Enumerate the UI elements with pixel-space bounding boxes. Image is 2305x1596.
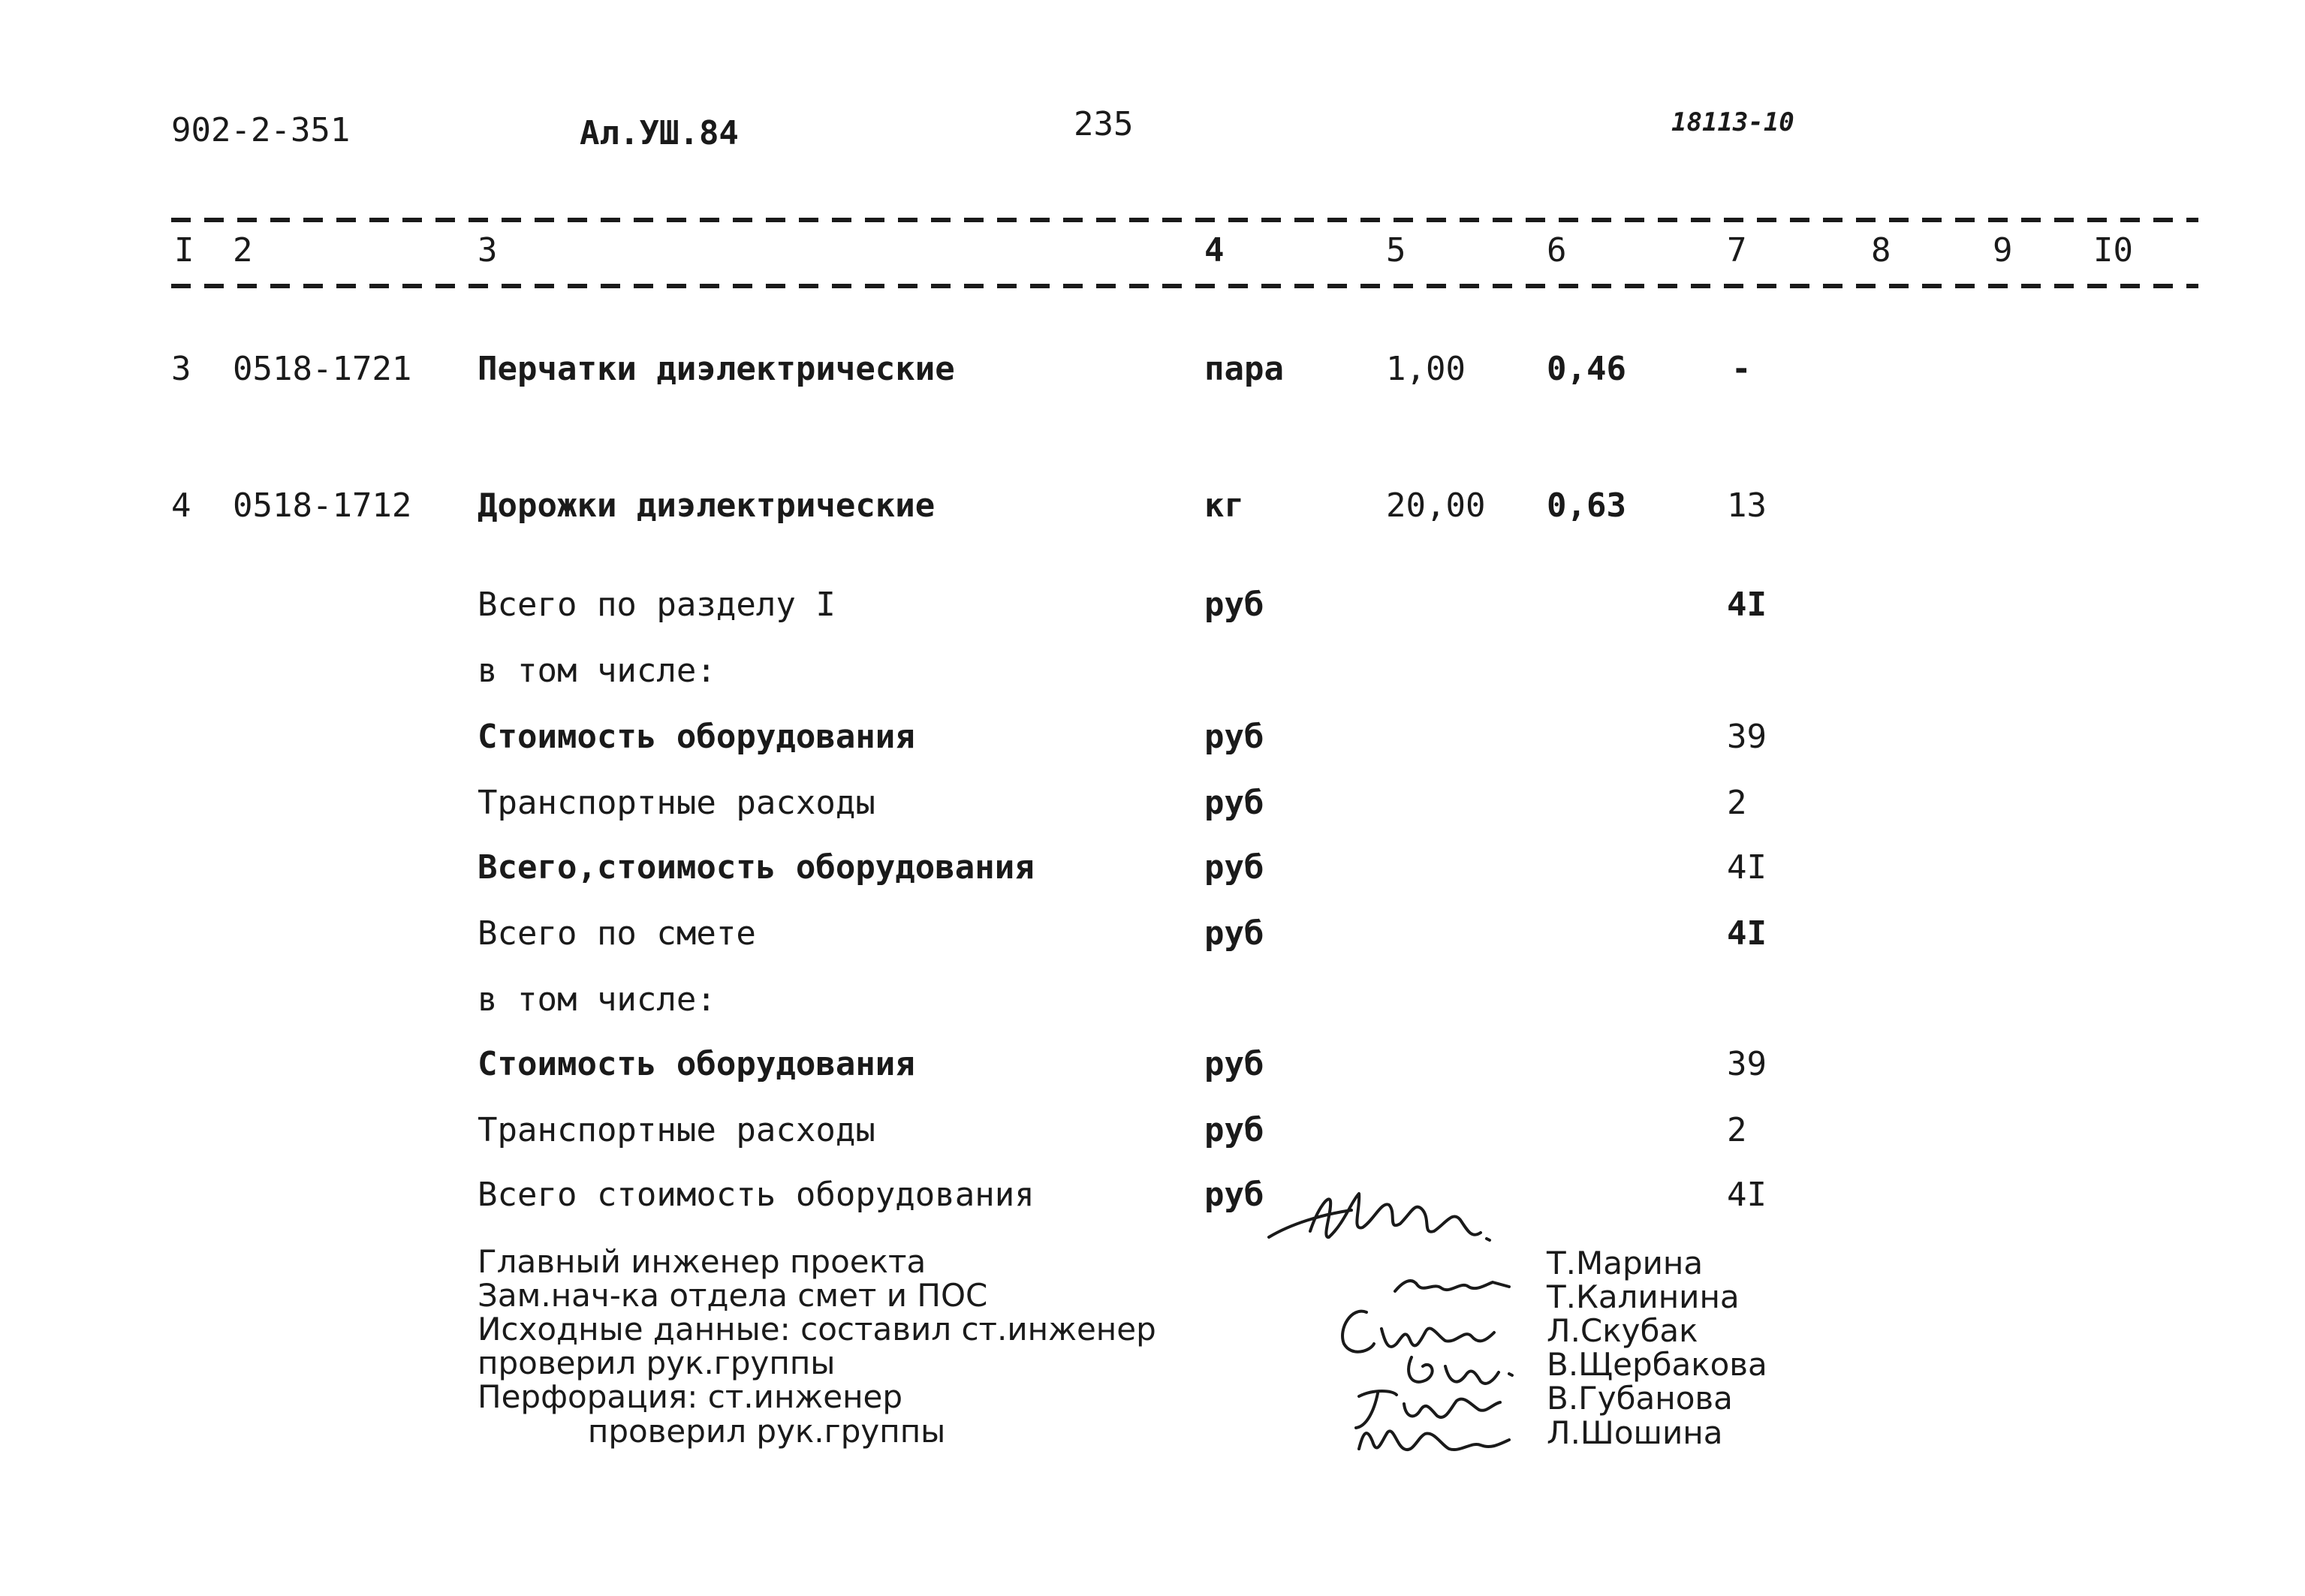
summary-unit: руб [1204,784,1264,822]
signature-name: Л.Шошина [1547,1414,1723,1451]
row-total: 13 [1727,486,1767,525]
summary-unit: руб [1204,718,1264,756]
summary-value: 4I [1727,848,1767,887]
col-num-5: 5 [1386,231,1406,270]
col-num-2: 2 [233,231,253,270]
summary-label: в том числе: [478,980,716,1019]
summary-label: Всего по смете [478,914,756,953]
summary-unit: руб [1204,914,1264,953]
row-price: 0,46 [1547,350,1626,388]
signature-role: Перфорация: ст.инженер [478,1378,903,1415]
col-num-9: 9 [1993,231,2013,270]
summary-value: 4I [1727,1176,1767,1214]
row-number: 3 [171,350,191,388]
summary-label: Всего стоимость оборудования [478,1176,1035,1214]
signature-role: Исходные данные: составил ст.инженер [478,1311,1156,1348]
album-code: Ал.УШ.84 [580,114,739,152]
summary-label: Стоимость оборудования [478,718,915,756]
row-unit: пара [1204,350,1284,388]
summary-unit: руб [1204,1045,1264,1083]
summary-value: 39 [1727,1045,1767,1083]
row-code: 0518-1721 [233,350,412,388]
row-name: Перчатки диэлектрические [478,350,955,388]
row-qty: 20,00 [1386,486,1486,525]
summary-value: 2 [1727,784,1747,822]
summary-label: Транспортные расходы [478,784,875,822]
summary-value: 4I [1727,586,1767,624]
col-num-8: 8 [1871,231,1891,270]
summary-label: Транспортные расходы [478,1111,875,1149]
summary-value: 4I [1727,914,1767,953]
row-number: 4 [171,486,191,525]
col-num-7: 7 [1727,231,1747,270]
signature-role: Главный инженер проекта [478,1243,927,1280]
row-name: Дорожки диэлектрические [478,486,936,525]
row-qty: 1,00 [1386,350,1466,388]
archive-stamp: 18113-10 [1671,107,1794,137]
row-unit: кг [1204,486,1244,525]
row-total: - [1731,350,1752,388]
signature-role: проверил рук.группы [478,1413,946,1450]
summary-label: Всего по разделу I [478,586,836,624]
summary-label: Стоимость оборудования [478,1045,915,1083]
col-num-6: 6 [1547,231,1567,270]
summary-value: 2 [1727,1111,1747,1149]
signature-role: Зам.нач-ка отдела смет и ПОС [478,1277,988,1314]
signature-name: Л.Скубак [1547,1312,1698,1349]
col-num-3: 3 [478,231,498,270]
signature-role: проверил рук.группы [478,1345,836,1381]
signature-name: Т.Марина [1547,1245,1704,1281]
signature-name: В.Губанова [1547,1380,1733,1417]
summary-unit: руб [1204,1176,1264,1214]
summary-label: Всего,стоимость оборудования [478,848,1035,887]
summary-unit: руб [1204,848,1264,887]
summary-unit: руб [1204,586,1264,624]
row-code: 0518-1712 [233,486,412,525]
signature-name: В.Щербакова [1547,1346,1767,1383]
row-price: 0,63 [1547,486,1626,525]
col-num-10: I0 [2093,231,2133,270]
summary-value: 39 [1727,718,1767,756]
summary-unit: руб [1204,1111,1264,1149]
col-num-4: 4 [1204,231,1225,270]
col-num-1: I [174,231,194,270]
summary-label: в том числе: [478,652,716,690]
doc-code: 902-2-351 [171,111,351,149]
page-number: 235 [1074,105,1134,143]
signature-name: Т.Калинина [1547,1278,1740,1315]
